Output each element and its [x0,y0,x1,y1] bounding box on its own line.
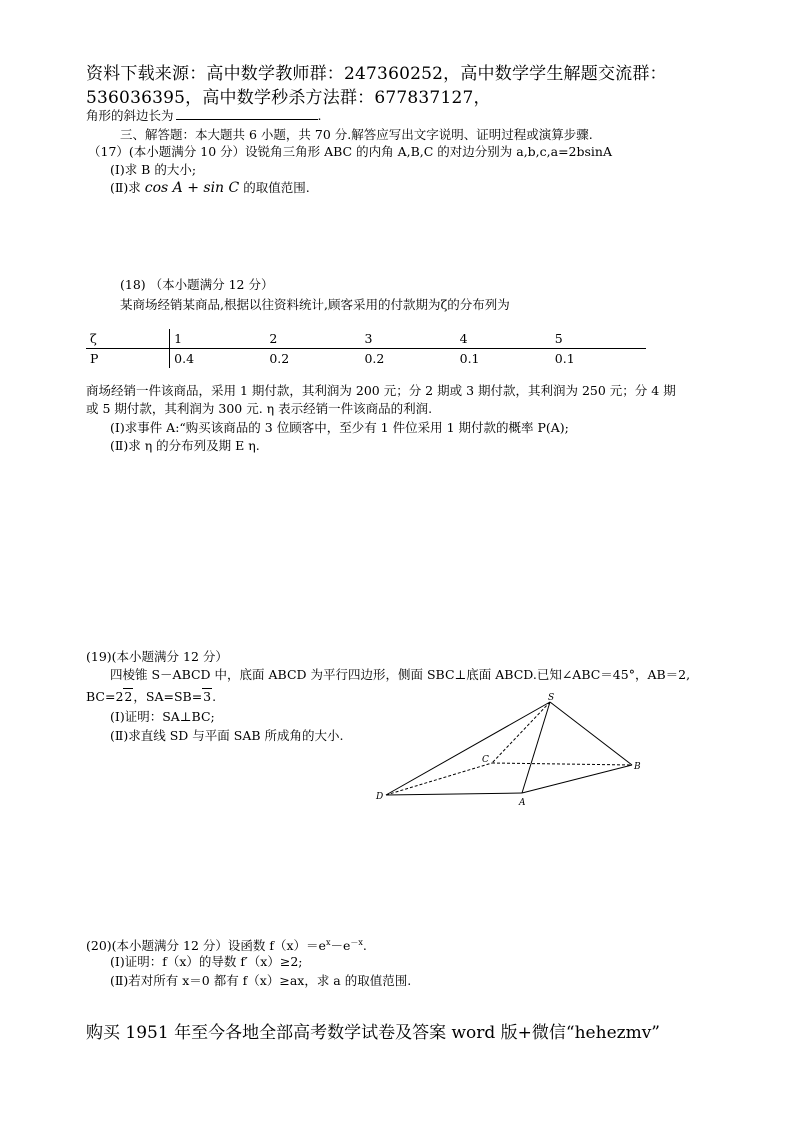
table-cell: 4 [456,329,551,349]
table-row [86,349,646,369]
sqrt-2: 2 [124,689,133,704]
label-A: A [519,798,526,808]
q20-exp-2: －x [350,938,363,947]
q18-body-2: 或 5 期付款，其利润为 300 元. η 表示经销一件该商品的利润. [86,401,433,416]
q19-part1: (Ⅰ)证明：SA⊥BC; [110,709,215,724]
q18-stem: 某商场经销某商品,根据以往资料统计,顾客采用的付款期为ζ的分布列为 [120,297,510,312]
answer-blank [176,107,318,120]
table-cell: 0.1 [459,351,480,366]
table-cell: 1 [170,329,266,349]
q19-stem-1: 四棱锥 S－ABCD 中，底面 ABCD 为平行四边形，侧面 SBC⊥底面 ABCD.已知∠ABC＝45°，AB＝2, [110,667,691,682]
q20-part1: (Ⅰ)证明：f（x）的导数 f′（x）≥2; [110,954,303,969]
label-D: D [376,792,384,802]
q18-part2: (Ⅱ)求 η 的分布列及期 E η. [110,438,260,453]
q18-part1: (Ⅰ)求事件 A:“购买该商品的 3 位顾客中，至少有 1 件位采用 1 期付款的概率 P(A); [110,420,569,435]
q20-stem-c: . [362,938,367,954]
table-cell: 0.2 [364,351,385,366]
footer-ad: 购买 1951 年至今各地全部高考数学试卷及答案 word 版+微信“hehezmv” [86,1023,660,1043]
q17-part1: (Ⅰ)求 B 的大小; [110,162,197,177]
label-B: B [634,762,641,772]
table-cell: 0.1 [554,351,575,366]
q20-stem-b: －e [330,938,351,954]
header-line-1: 资料下载来源：高中数学教师群：247360252，高中数学学生解题交流群： [86,64,667,84]
label-C: C [482,755,489,765]
table-cell: 2 [265,329,360,349]
q19-part2: (Ⅱ)求直线 SD 与平面 SAB 所成角的大小. [110,728,344,743]
table-row [86,329,646,349]
q17-expression: cos A + sin C [144,180,240,196]
edge-AB [522,765,632,793]
q19-end: . [212,689,217,704]
edge-CB [492,763,632,765]
pyramid-figure [370,690,650,815]
sqrt-3: 3 [203,689,212,704]
edge-DA [386,793,522,795]
label-S: S [548,693,555,703]
q18-body-1: 商场经销一件该商品，采用 1 期付款，其利润为 200 元；分 2 期或 3 期付款，其利润为 250 元；分 4 期 [86,383,676,398]
q20-exp-1: x [325,938,331,947]
q17-stem: （17）(本小题满分 10 分）设锐角三角形 ABC 的内角 A,B,C 的对边分别为 a,b,c,a=2bsinA [88,144,612,159]
prev-end: . [317,108,322,123]
table-cell: 5 [551,329,646,349]
edge-SB [550,702,632,765]
q19-bc: BC=2 [86,689,124,704]
q19-head: (19)(本小题满分 12 分） [86,649,228,664]
q20-part2: (Ⅱ)若对所有 x＝0 都有 f（x）≥ax，求 a 的取值范围. [110,973,412,988]
prev-text: 角形的斜边长为 [86,108,174,123]
table-cell: 0.4 [174,351,195,366]
section-3-title: 三、解答题：本大题共 6 小题，共 70 分.解答应写出文字说明、证明过程或演算步骤. [120,127,593,142]
q19-sa-sb: ，SA=SB= [133,689,203,704]
q17-part2-suffix: 的取值范围. [243,180,310,195]
edge-DC [386,763,492,795]
table-cell: 0.2 [269,351,290,366]
q20-stem-a: (20)(本小题满分 12 分）设函数 f（x）＝e [86,938,326,954]
previous-question-tail [86,107,322,125]
table-cell: 3 [360,329,455,349]
q19-stem-2 [86,688,216,706]
edge-SC [492,702,550,763]
table-cell: P [86,349,170,369]
q18-head: (18) （本小题满分 12 分） [120,277,274,292]
distribution-table [86,329,646,368]
table-cell: ζ [86,329,170,349]
q20-stem [86,934,367,955]
header-line-2: 536036395，高中数学秒杀方法群：677837127， [86,88,491,108]
q17-part2-prefix: (Ⅱ)求 [110,180,141,195]
q17-part2 [110,179,310,197]
